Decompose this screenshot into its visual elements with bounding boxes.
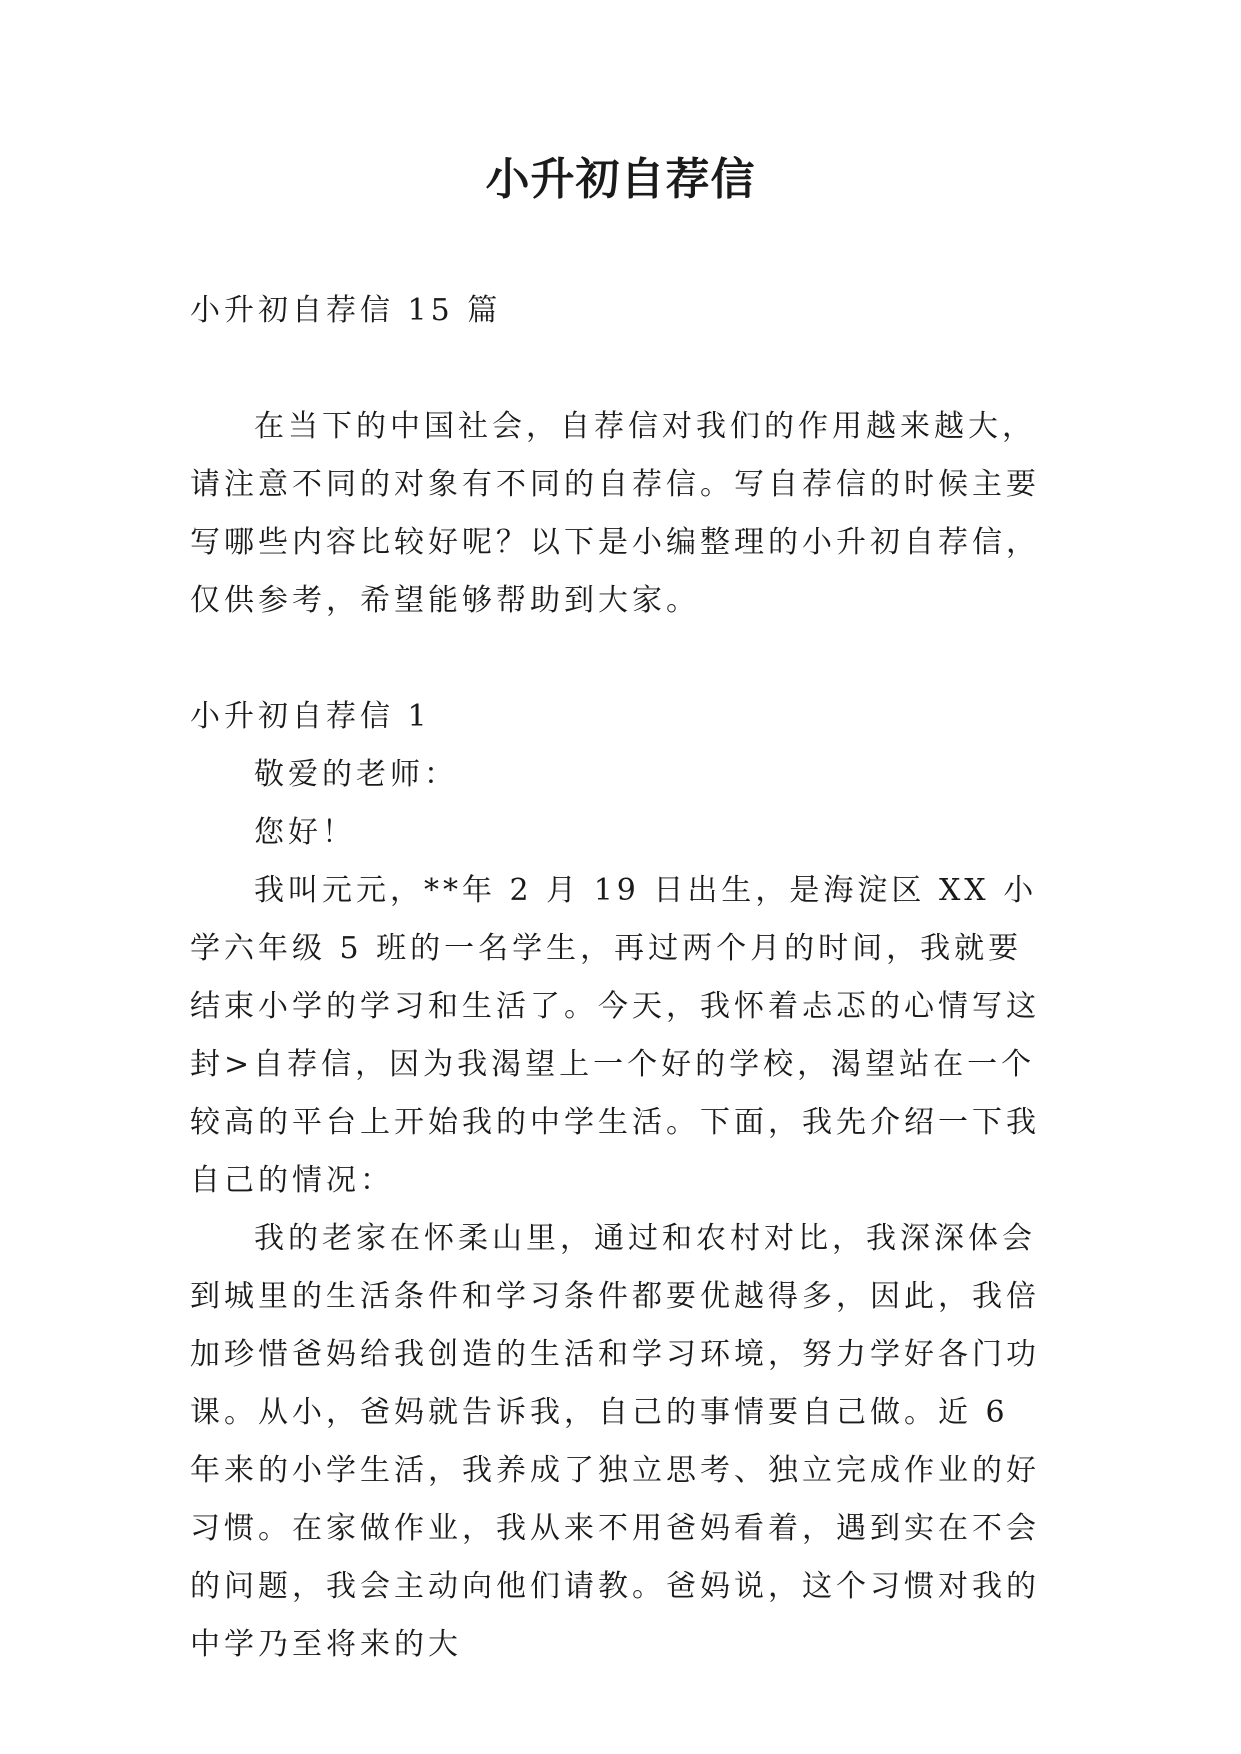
document-title: 小升初自荐信 xyxy=(485,154,756,205)
body-paragraph-1: 我叫元元，**年 2 月 19 日出生，是海淀区 XX 小学六年级 5 班的一名学生，再过两个月的时间，我就要结束小学的学习和生活了。今天，我怀着忐忑的心情写这封>自荐信，因为我渴望上一个好的学校，渴望站在一个较高的平台上开始我的中学生活。下面，我先介绍一下我自己的情况： xyxy=(190,873,1040,1198)
body-paragraph-2: 我的老家在怀柔山里，通过和农村对比，我深深体会到城里的生活条件和学习条件都要优越得多，因此，我倍加珍惜爸妈给我创造的生活和学习环境，努力学好各门功课。从小，爸妈就告诉我，自己的事情要自己做。近 6 年来的小学生活，我养成了独立思考、独立完成作业的好习惯。在家做作业，我从来不用爸妈看着，遇到实在不会的问题，我会主动向他们请教。爸妈说，这个习惯对我的中学乃至将来的大 xyxy=(190,1221,1040,1662)
greeting: 您好！ xyxy=(254,815,356,850)
salutation: 敬爱的老师： xyxy=(254,757,458,792)
document-subtitle: 小升初自荐信 15 篇 xyxy=(190,293,502,328)
section-heading: 小升初自荐信 1 xyxy=(190,699,431,734)
intro-paragraph: 在当下的中国社会，自荐信对我们的作用越来越大，请注意不同的对象有不同的自荐信。写自荐信的时候主要写哪些内容比较好呢？以下是小编整理的小升初自荐信，仅供参考，希望能够帮助到大家。 xyxy=(190,409,1040,618)
document-body xyxy=(190,282,1050,1674)
